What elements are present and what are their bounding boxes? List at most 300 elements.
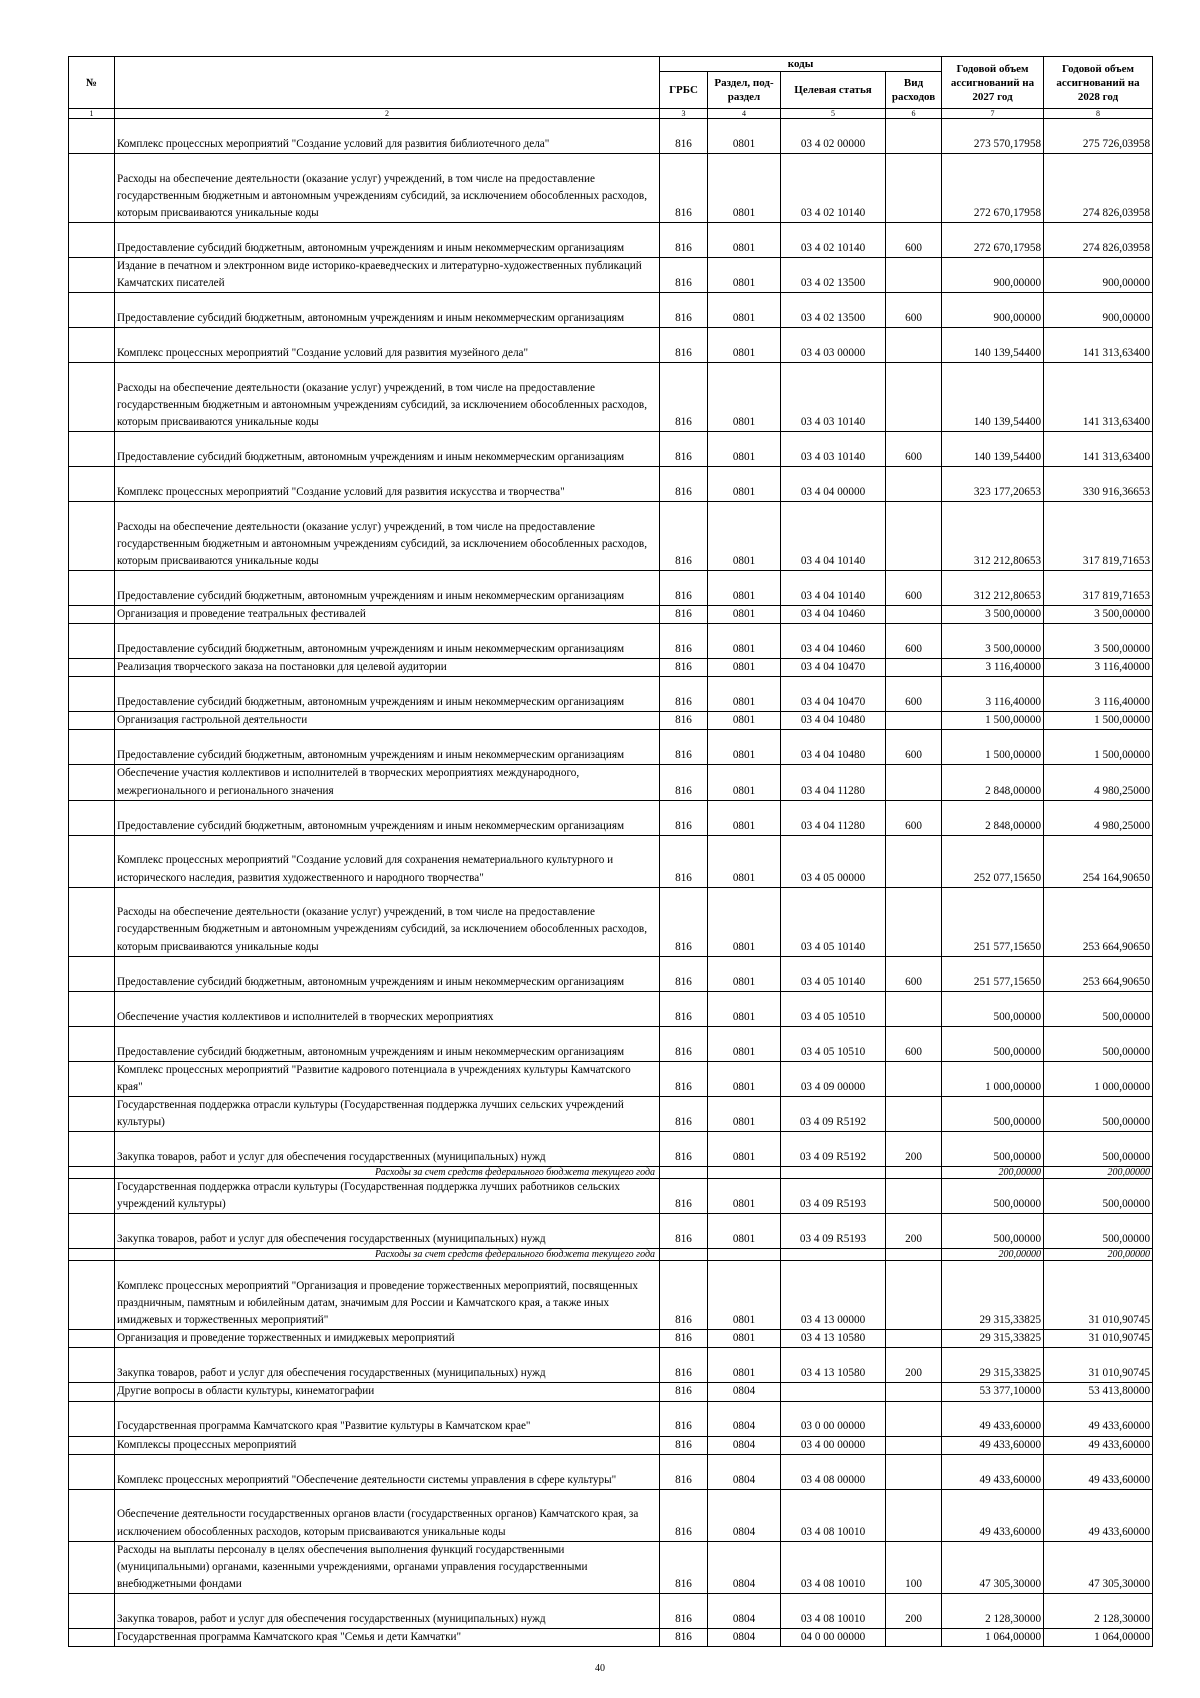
cell-year-2028: 500,00000 <box>1044 991 1153 1026</box>
cell-year-2027: 2 848,00000 <box>942 765 1044 800</box>
cell-grbs: 816 <box>660 1593 708 1628</box>
cell-year-2027: 900,00000 <box>942 258 1044 293</box>
page-number: 40 <box>595 1663 605 1674</box>
cell-kind <box>886 502 942 571</box>
cell-grbs: 816 <box>660 571 708 606</box>
cell-number <box>69 712 115 730</box>
cell-number <box>69 1628 115 1646</box>
table-row <box>69 1401 1153 1436</box>
cell-year-2027: 29 315,33825 <box>942 1348 1044 1383</box>
cell-grbs: 816 <box>660 730 708 765</box>
cell-description: Расходы за счет средств федерального бюджета текущего года <box>115 1249 660 1261</box>
cell-year-2028: 500,00000 <box>1044 1026 1153 1061</box>
cell-section: 0804 <box>708 1489 781 1541</box>
cell-year-2027: 49 433,60000 <box>942 1401 1044 1436</box>
table-row <box>69 1454 1153 1489</box>
cell-year-2028: 49 433,60000 <box>1044 1489 1153 1541</box>
cell-description: Предоставление субсидий бюджетным, автономным учреждениям и иным некоммерческим организациям <box>115 223 660 258</box>
cell-grbs: 816 <box>660 1628 708 1646</box>
cell-target: 03 4 04 11280 <box>781 765 886 800</box>
cell-kind <box>886 1628 942 1646</box>
cell-grbs: 816 <box>660 1330 708 1348</box>
cell-number <box>69 154 115 223</box>
cell-description: Закупка товаров, работ и услуг для обеспечения государственных (муниципальных) нужд <box>115 1348 660 1383</box>
table-row <box>69 624 1153 659</box>
cell-section: 0801 <box>708 1330 781 1348</box>
header-section: Раздел, под-раздел <box>708 72 781 109</box>
cell-description: Расходы на обеспечение деятельности (оказание услуг) учреждений, в том числе на предоставление государственным бюджетным и автономным учреждениям субсидий, за исключением обособленных расходов, которым присваиваются уникальные коды <box>115 363 660 432</box>
cell-year-2028: 254 164,90650 <box>1044 835 1153 887</box>
cell-target: 03 4 04 10470 <box>781 677 886 712</box>
table-row <box>69 1249 1153 1261</box>
cell-description: Закупка товаров, работ и услуг для обеспечения государственных (муниципальных) нужд <box>115 1593 660 1628</box>
cell-target: 03 4 03 00000 <box>781 328 886 363</box>
cell-kind: 200 <box>886 1132 942 1167</box>
cell-year-2027: 500,00000 <box>942 991 1044 1026</box>
cell-grbs: 816 <box>660 502 708 571</box>
cell-year-2027: 3 116,40000 <box>942 677 1044 712</box>
cell-year-2028: 274 826,03958 <box>1044 223 1153 258</box>
cell-year-2027: 500,00000 <box>942 1096 1044 1131</box>
cell-year-2028: 31 010,90745 <box>1044 1330 1153 1348</box>
cell-year-2027: 2 848,00000 <box>942 800 1044 835</box>
cell-year-2027: 3 500,00000 <box>942 624 1044 659</box>
cell-target: 03 4 04 00000 <box>781 467 886 502</box>
cell-year-2027: 252 077,15650 <box>942 835 1044 887</box>
cell-target: 03 4 04 10140 <box>781 502 886 571</box>
cell-year-2028: 31 010,90745 <box>1044 1261 1153 1330</box>
cell-year-2027: 53 377,10000 <box>942 1383 1044 1401</box>
cell-year-2027: 900,00000 <box>942 293 1044 328</box>
cell-kind <box>886 765 942 800</box>
cell-description: Предоставление субсидий бюджетным, автономным учреждениям и иным некоммерческим организациям <box>115 677 660 712</box>
cell-grbs: 816 <box>660 1179 708 1214</box>
cell-section: 0801 <box>708 606 781 624</box>
cell-target: 03 4 13 10580 <box>781 1348 886 1383</box>
cell-target: 03 4 08 10010 <box>781 1541 886 1593</box>
table-row <box>69 293 1153 328</box>
cell-section: 0801 <box>708 1348 781 1383</box>
column-number: 8 <box>1044 109 1153 119</box>
column-number: 6 <box>886 109 942 119</box>
cell-year-2028: 141 313,63400 <box>1044 328 1153 363</box>
table-row <box>69 119 1153 154</box>
cell-number <box>69 1249 115 1261</box>
cell-section: 0801 <box>708 154 781 223</box>
cell-number <box>69 624 115 659</box>
cell-year-2028: 31 010,90745 <box>1044 1348 1153 1383</box>
table-row <box>69 887 1153 956</box>
cell-grbs: 816 <box>660 887 708 956</box>
cell-grbs: 816 <box>660 1436 708 1454</box>
table-row <box>69 677 1153 712</box>
cell-target: 03 4 09 00000 <box>781 1061 886 1096</box>
cell-year-2028: 1 500,00000 <box>1044 712 1153 730</box>
cell-grbs: 816 <box>660 956 708 991</box>
cell-number <box>69 1261 115 1330</box>
cell-description: Расходы на обеспечение деятельности (оказание услуг) учреждений, в том числе на предоставление государственным бюджетным и автономным учреждениям субсидий, за исключением обособленных расходов, которым присваиваются уникальные коды <box>115 502 660 571</box>
cell-year-2027: 49 433,60000 <box>942 1489 1044 1541</box>
table-row <box>69 223 1153 258</box>
cell-number <box>69 606 115 624</box>
cell-section: 0801 <box>708 835 781 887</box>
cell-grbs: 816 <box>660 1383 708 1401</box>
cell-grbs: 816 <box>660 1541 708 1593</box>
cell-target: 03 4 13 10580 <box>781 1330 886 1348</box>
cell-year-2027: 251 577,15650 <box>942 887 1044 956</box>
header-kind: Вид расходов <box>886 72 942 109</box>
cell-year-2028: 500,00000 <box>1044 1096 1153 1131</box>
cell-year-2028: 330 916,36653 <box>1044 467 1153 502</box>
cell-target: 03 4 08 00000 <box>781 1454 886 1489</box>
cell-grbs: 816 <box>660 606 708 624</box>
cell-year-2027: 500,00000 <box>942 1026 1044 1061</box>
cell-target: 03 4 04 11280 <box>781 800 886 835</box>
cell-number <box>69 1026 115 1061</box>
cell-description: Предоставление субсидий бюджетным, автономным учреждениям и иным некоммерческим организациям <box>115 293 660 328</box>
table-row <box>69 1096 1153 1131</box>
cell-number <box>69 887 115 956</box>
cell-section: 0801 <box>708 467 781 502</box>
cell-kind: 600 <box>886 624 942 659</box>
cell-number <box>69 258 115 293</box>
cell-section: 0801 <box>708 1132 781 1167</box>
cell-kind <box>886 1489 942 1541</box>
cell-section: 0804 <box>708 1541 781 1593</box>
table-row <box>69 1061 1153 1096</box>
cell-number <box>69 363 115 432</box>
cell-year-2027: 29 315,33825 <box>942 1261 1044 1330</box>
table-row <box>69 1167 1153 1179</box>
cell-target: 03 4 02 00000 <box>781 119 886 154</box>
cell-section: 0801 <box>708 223 781 258</box>
cell-kind: 600 <box>886 956 942 991</box>
cell-kind: 600 <box>886 432 942 467</box>
cell-year-2027: 500,00000 <box>942 1132 1044 1167</box>
table-body <box>69 119 1153 1647</box>
cell-kind: 600 <box>886 730 942 765</box>
cell-year-2027: 1 064,00000 <box>942 1628 1044 1646</box>
cell-year-2027: 140 139,54400 <box>942 363 1044 432</box>
cell-number <box>69 1454 115 1489</box>
cell-grbs: 816 <box>660 1489 708 1541</box>
cell-year-2028: 141 313,63400 <box>1044 363 1153 432</box>
table-row <box>69 991 1153 1026</box>
cell-section: 0801 <box>708 712 781 730</box>
cell-grbs: 816 <box>660 1401 708 1436</box>
cell-kind: 100 <box>886 1541 942 1593</box>
cell-description: Государственная поддержка отрасли культуры (Государственная поддержка лучших сельских учреждений культуры) <box>115 1096 660 1131</box>
cell-kind <box>886 1261 942 1330</box>
cell-year-2027: 272 670,17958 <box>942 223 1044 258</box>
cell-kind <box>886 835 942 887</box>
cell-description: Комплекс процессных мероприятий "Развитие кадрового потенциала в учреждениях культуры Камчатского края" <box>115 1061 660 1096</box>
cell-grbs: 816 <box>660 223 708 258</box>
cell-year-2027: 272 670,17958 <box>942 154 1044 223</box>
cell-year-2028: 3 116,40000 <box>1044 677 1153 712</box>
cell-description: Обеспечение участия коллективов и исполнителей в творческих мероприятиях <box>115 991 660 1026</box>
cell-target: 03 4 09 R5192 <box>781 1132 886 1167</box>
cell-kind <box>886 1330 942 1348</box>
cell-kind <box>886 154 942 223</box>
cell-grbs: 816 <box>660 1132 708 1167</box>
table-row <box>69 1436 1153 1454</box>
table-row <box>69 328 1153 363</box>
cell-grbs: 816 <box>660 1096 708 1131</box>
cell-grbs: 816 <box>660 258 708 293</box>
cell-section: 0801 <box>708 1061 781 1096</box>
cell-section: 0801 <box>708 293 781 328</box>
cell-year-2028: 500,00000 <box>1044 1132 1153 1167</box>
cell-year-2028: 500,00000 <box>1044 1214 1153 1249</box>
cell-year-2027: 1 000,00000 <box>942 1061 1044 1096</box>
cell-section: 0801 <box>708 571 781 606</box>
cell-number <box>69 502 115 571</box>
header-number: № <box>69 57 115 109</box>
cell-description: Предоставление субсидий бюджетным, автономным учреждениям и иным некоммерческим организациям <box>115 571 660 606</box>
cell-description: Предоставление субсидий бюджетным, автономным учреждениям и иным некоммерческим организациям <box>115 624 660 659</box>
cell-year-2027: 500,00000 <box>942 1179 1044 1214</box>
cell-kind: 600 <box>886 571 942 606</box>
cell-description: Предоставление субсидий бюджетным, автономным учреждениям и иным некоммерческим организациям <box>115 800 660 835</box>
cell-kind: 200 <box>886 1348 942 1383</box>
cell-kind <box>886 1096 942 1131</box>
table-row <box>69 1593 1153 1628</box>
cell-year-2027: 251 577,15650 <box>942 956 1044 991</box>
cell-year-2028: 274 826,03958 <box>1044 154 1153 223</box>
cell-number <box>69 571 115 606</box>
cell-year-2027: 3 500,00000 <box>942 606 1044 624</box>
cell-target: 03 4 08 10010 <box>781 1593 886 1628</box>
cell-target <box>781 1167 886 1179</box>
cell-section: 0801 <box>708 991 781 1026</box>
cell-target: 03 4 05 00000 <box>781 835 886 887</box>
cell-year-2028: 317 819,71653 <box>1044 502 1153 571</box>
cell-section: 0801 <box>708 119 781 154</box>
cell-number <box>69 1179 115 1214</box>
cell-section: 0804 <box>708 1628 781 1646</box>
cell-number <box>69 1401 115 1436</box>
table-row <box>69 1132 1153 1167</box>
cell-year-2027: 1 500,00000 <box>942 730 1044 765</box>
cell-target: 03 4 02 10140 <box>781 154 886 223</box>
table-row <box>69 1330 1153 1348</box>
table-row <box>69 956 1153 991</box>
table-header <box>69 57 1153 119</box>
cell-kind <box>886 606 942 624</box>
cell-year-2027: 273 570,17958 <box>942 119 1044 154</box>
header-year-2027: Годовой объем ассигнований на 2027 год <box>942 57 1044 109</box>
cell-description: Комплекс процессных мероприятий "Создание условий для сохранения нематериального культурного и исторического наследия, развития художественного и народного творчества" <box>115 835 660 887</box>
cell-section: 0801 <box>708 328 781 363</box>
cell-section: 0801 <box>708 800 781 835</box>
cell-description: Предоставление субсидий бюджетным, автономным учреждениям и иным некоммерческим организациям <box>115 432 660 467</box>
cell-kind <box>886 1167 942 1179</box>
cell-target: 03 4 04 10140 <box>781 571 886 606</box>
cell-section: 0801 <box>708 677 781 712</box>
cell-description: Государственная программа Камчатского края "Развитие культуры в Камчатском крае" <box>115 1401 660 1436</box>
cell-number <box>69 119 115 154</box>
cell-target: 03 4 03 10140 <box>781 432 886 467</box>
cell-grbs: 816 <box>660 293 708 328</box>
cell-kind: 600 <box>886 1026 942 1061</box>
cell-year-2028: 47 305,30000 <box>1044 1541 1153 1593</box>
header-target: Целевая статья <box>781 72 886 109</box>
cell-section: 0801 <box>708 956 781 991</box>
cell-section: 0801 <box>708 1261 781 1330</box>
cell-year-2027: 312 212,80653 <box>942 571 1044 606</box>
cell-number <box>69 1489 115 1541</box>
cell-year-2028: 900,00000 <box>1044 293 1153 328</box>
cell-kind: 600 <box>886 223 942 258</box>
cell-section: 0804 <box>708 1401 781 1436</box>
cell-year-2028: 49 433,60000 <box>1044 1454 1153 1489</box>
table-row <box>69 1261 1153 1330</box>
table-row <box>69 502 1153 571</box>
cell-target: 03 4 09 R5192 <box>781 1096 886 1131</box>
cell-kind <box>886 1401 942 1436</box>
cell-description: Расходы на выплаты персоналу в целях обеспечения выполнения функций государственными (муниципальными) органами, казенными учреждениями, органами управления государственными внебюджетными фондами <box>115 1541 660 1593</box>
cell-description: Расходы на обеспечение деятельности (оказание услуг) учреждений, в том числе на предоставление государственным бюджетным и автономным учреждениям субсидий, за исключением обособленных расходов, которым присваиваются уникальные коды <box>115 887 660 956</box>
cell-kind <box>886 991 942 1026</box>
cell-number <box>69 1214 115 1249</box>
cell-year-2028: 900,00000 <box>1044 258 1153 293</box>
cell-number <box>69 1096 115 1131</box>
header-description <box>115 57 660 109</box>
cell-grbs: 816 <box>660 154 708 223</box>
cell-description: Предоставление субсидий бюджетным, автономным учреждениям и иным некоммерческим организациям <box>115 1026 660 1061</box>
cell-section: 0801 <box>708 765 781 800</box>
cell-number <box>69 677 115 712</box>
cell-kind: 200 <box>886 1214 942 1249</box>
cell-target: 03 4 05 10140 <box>781 887 886 956</box>
cell-grbs: 816 <box>660 467 708 502</box>
cell-kind <box>886 1249 942 1261</box>
cell-number <box>69 1436 115 1454</box>
cell-year-2027: 1 500,00000 <box>942 712 1044 730</box>
column-number: 2 <box>115 109 660 119</box>
cell-section <box>708 1167 781 1179</box>
column-number: 1 <box>69 109 115 119</box>
cell-kind <box>886 328 942 363</box>
column-number: 7 <box>942 109 1044 119</box>
cell-kind: 600 <box>886 293 942 328</box>
cell-target: 03 4 04 10480 <box>781 730 886 765</box>
cell-target: 03 4 08 10010 <box>781 1489 886 1541</box>
cell-number <box>69 328 115 363</box>
cell-number <box>69 835 115 887</box>
cell-grbs: 816 <box>660 328 708 363</box>
cell-grbs: 816 <box>660 659 708 677</box>
cell-description: Комплекс процессных мероприятий "Организация и проведение торжественных мероприятий, посвященных праздничным, памятным и юбилейным датам, значимым для России и Камчатского края, а также иных имиджевых и торжественных мероприятий" <box>115 1261 660 1330</box>
header-codes: коды <box>660 57 942 72</box>
cell-kind <box>886 887 942 956</box>
cell-grbs: 816 <box>660 800 708 835</box>
table-row <box>69 258 1153 293</box>
cell-target: 03 4 09 R5193 <box>781 1179 886 1214</box>
cell-description: Организация и проведение театральных фестивалей <box>115 606 660 624</box>
cell-year-2028: 4 980,25000 <box>1044 800 1153 835</box>
table-row <box>69 571 1153 606</box>
cell-number <box>69 765 115 800</box>
cell-kind <box>886 1383 942 1401</box>
cell-description: Закупка товаров, работ и услуг для обеспечения государственных (муниципальных) нужд <box>115 1132 660 1167</box>
cell-description: Организация гастрольной деятельности <box>115 712 660 730</box>
cell-year-2027: 323 177,20653 <box>942 467 1044 502</box>
cell-number <box>69 1348 115 1383</box>
cell-year-2028: 200,00000 <box>1044 1249 1153 1261</box>
cell-section: 0801 <box>708 363 781 432</box>
table-row <box>69 730 1153 765</box>
cell-description: Государственная поддержка отрасли культуры (Государственная поддержка лучших работников сельских учреждений культуры) <box>115 1179 660 1214</box>
table-row <box>69 1628 1153 1646</box>
cell-target: 04 0 00 00000 <box>781 1628 886 1646</box>
cell-kind <box>886 659 942 677</box>
table-row <box>69 712 1153 730</box>
cell-grbs: 816 <box>660 1214 708 1249</box>
cell-year-2028: 3 500,00000 <box>1044 624 1153 659</box>
cell-year-2028: 200,00000 <box>1044 1167 1153 1179</box>
cell-section <box>708 1249 781 1261</box>
cell-year-2028: 253 664,90650 <box>1044 956 1153 991</box>
cell-target <box>781 1249 886 1261</box>
cell-description: Комплекс процессных мероприятий "Создание условий для развития музейного дела" <box>115 328 660 363</box>
cell-grbs <box>660 1167 708 1179</box>
table-row <box>69 467 1153 502</box>
cell-description: Комплекс процессных мероприятий "Создание условий для развития искусства и творчества" <box>115 467 660 502</box>
cell-target: 03 4 05 10510 <box>781 1026 886 1061</box>
cell-year-2027: 200,00000 <box>942 1167 1044 1179</box>
table-row <box>69 1179 1153 1214</box>
cell-grbs: 816 <box>660 712 708 730</box>
cell-grbs: 816 <box>660 624 708 659</box>
cell-year-2028: 253 664,90650 <box>1044 887 1153 956</box>
cell-year-2027: 49 433,60000 <box>942 1436 1044 1454</box>
cell-section: 0801 <box>708 624 781 659</box>
cell-target: 03 4 13 00000 <box>781 1261 886 1330</box>
cell-number <box>69 467 115 502</box>
cell-target: 03 4 04 10480 <box>781 712 886 730</box>
cell-year-2028: 3 116,40000 <box>1044 659 1153 677</box>
cell-section: 0804 <box>708 1454 781 1489</box>
cell-target <box>781 1383 886 1401</box>
table-row <box>69 606 1153 624</box>
cell-grbs: 816 <box>660 363 708 432</box>
cell-grbs: 816 <box>660 1348 708 1383</box>
cell-number <box>69 1330 115 1348</box>
cell-year-2027: 140 139,54400 <box>942 432 1044 467</box>
cell-description: Комплекс процессных мероприятий "Создание условий для развития библиотечного дела" <box>115 119 660 154</box>
cell-target: 03 4 04 10460 <box>781 606 886 624</box>
cell-year-2027: 29 315,33825 <box>942 1330 1044 1348</box>
cell-grbs <box>660 1249 708 1261</box>
table-row <box>69 800 1153 835</box>
cell-number <box>69 1167 115 1179</box>
cell-description: Закупка товаров, работ и услуг для обеспечения государственных (муниципальных) нужд <box>115 1214 660 1249</box>
cell-kind <box>886 258 942 293</box>
cell-section: 0801 <box>708 1026 781 1061</box>
cell-year-2027: 200,00000 <box>942 1249 1044 1261</box>
cell-description: Расходы за счет средств федерального бюджета текущего года <box>115 1167 660 1179</box>
cell-year-2028: 500,00000 <box>1044 1179 1153 1214</box>
cell-year-2027: 312 212,80653 <box>942 502 1044 571</box>
cell-kind: 600 <box>886 677 942 712</box>
table-row <box>69 835 1153 887</box>
cell-year-2027: 3 116,40000 <box>942 659 1044 677</box>
cell-target: 03 4 00 00000 <box>781 1436 886 1454</box>
cell-grbs: 816 <box>660 1454 708 1489</box>
budget-table <box>68 56 1153 1647</box>
